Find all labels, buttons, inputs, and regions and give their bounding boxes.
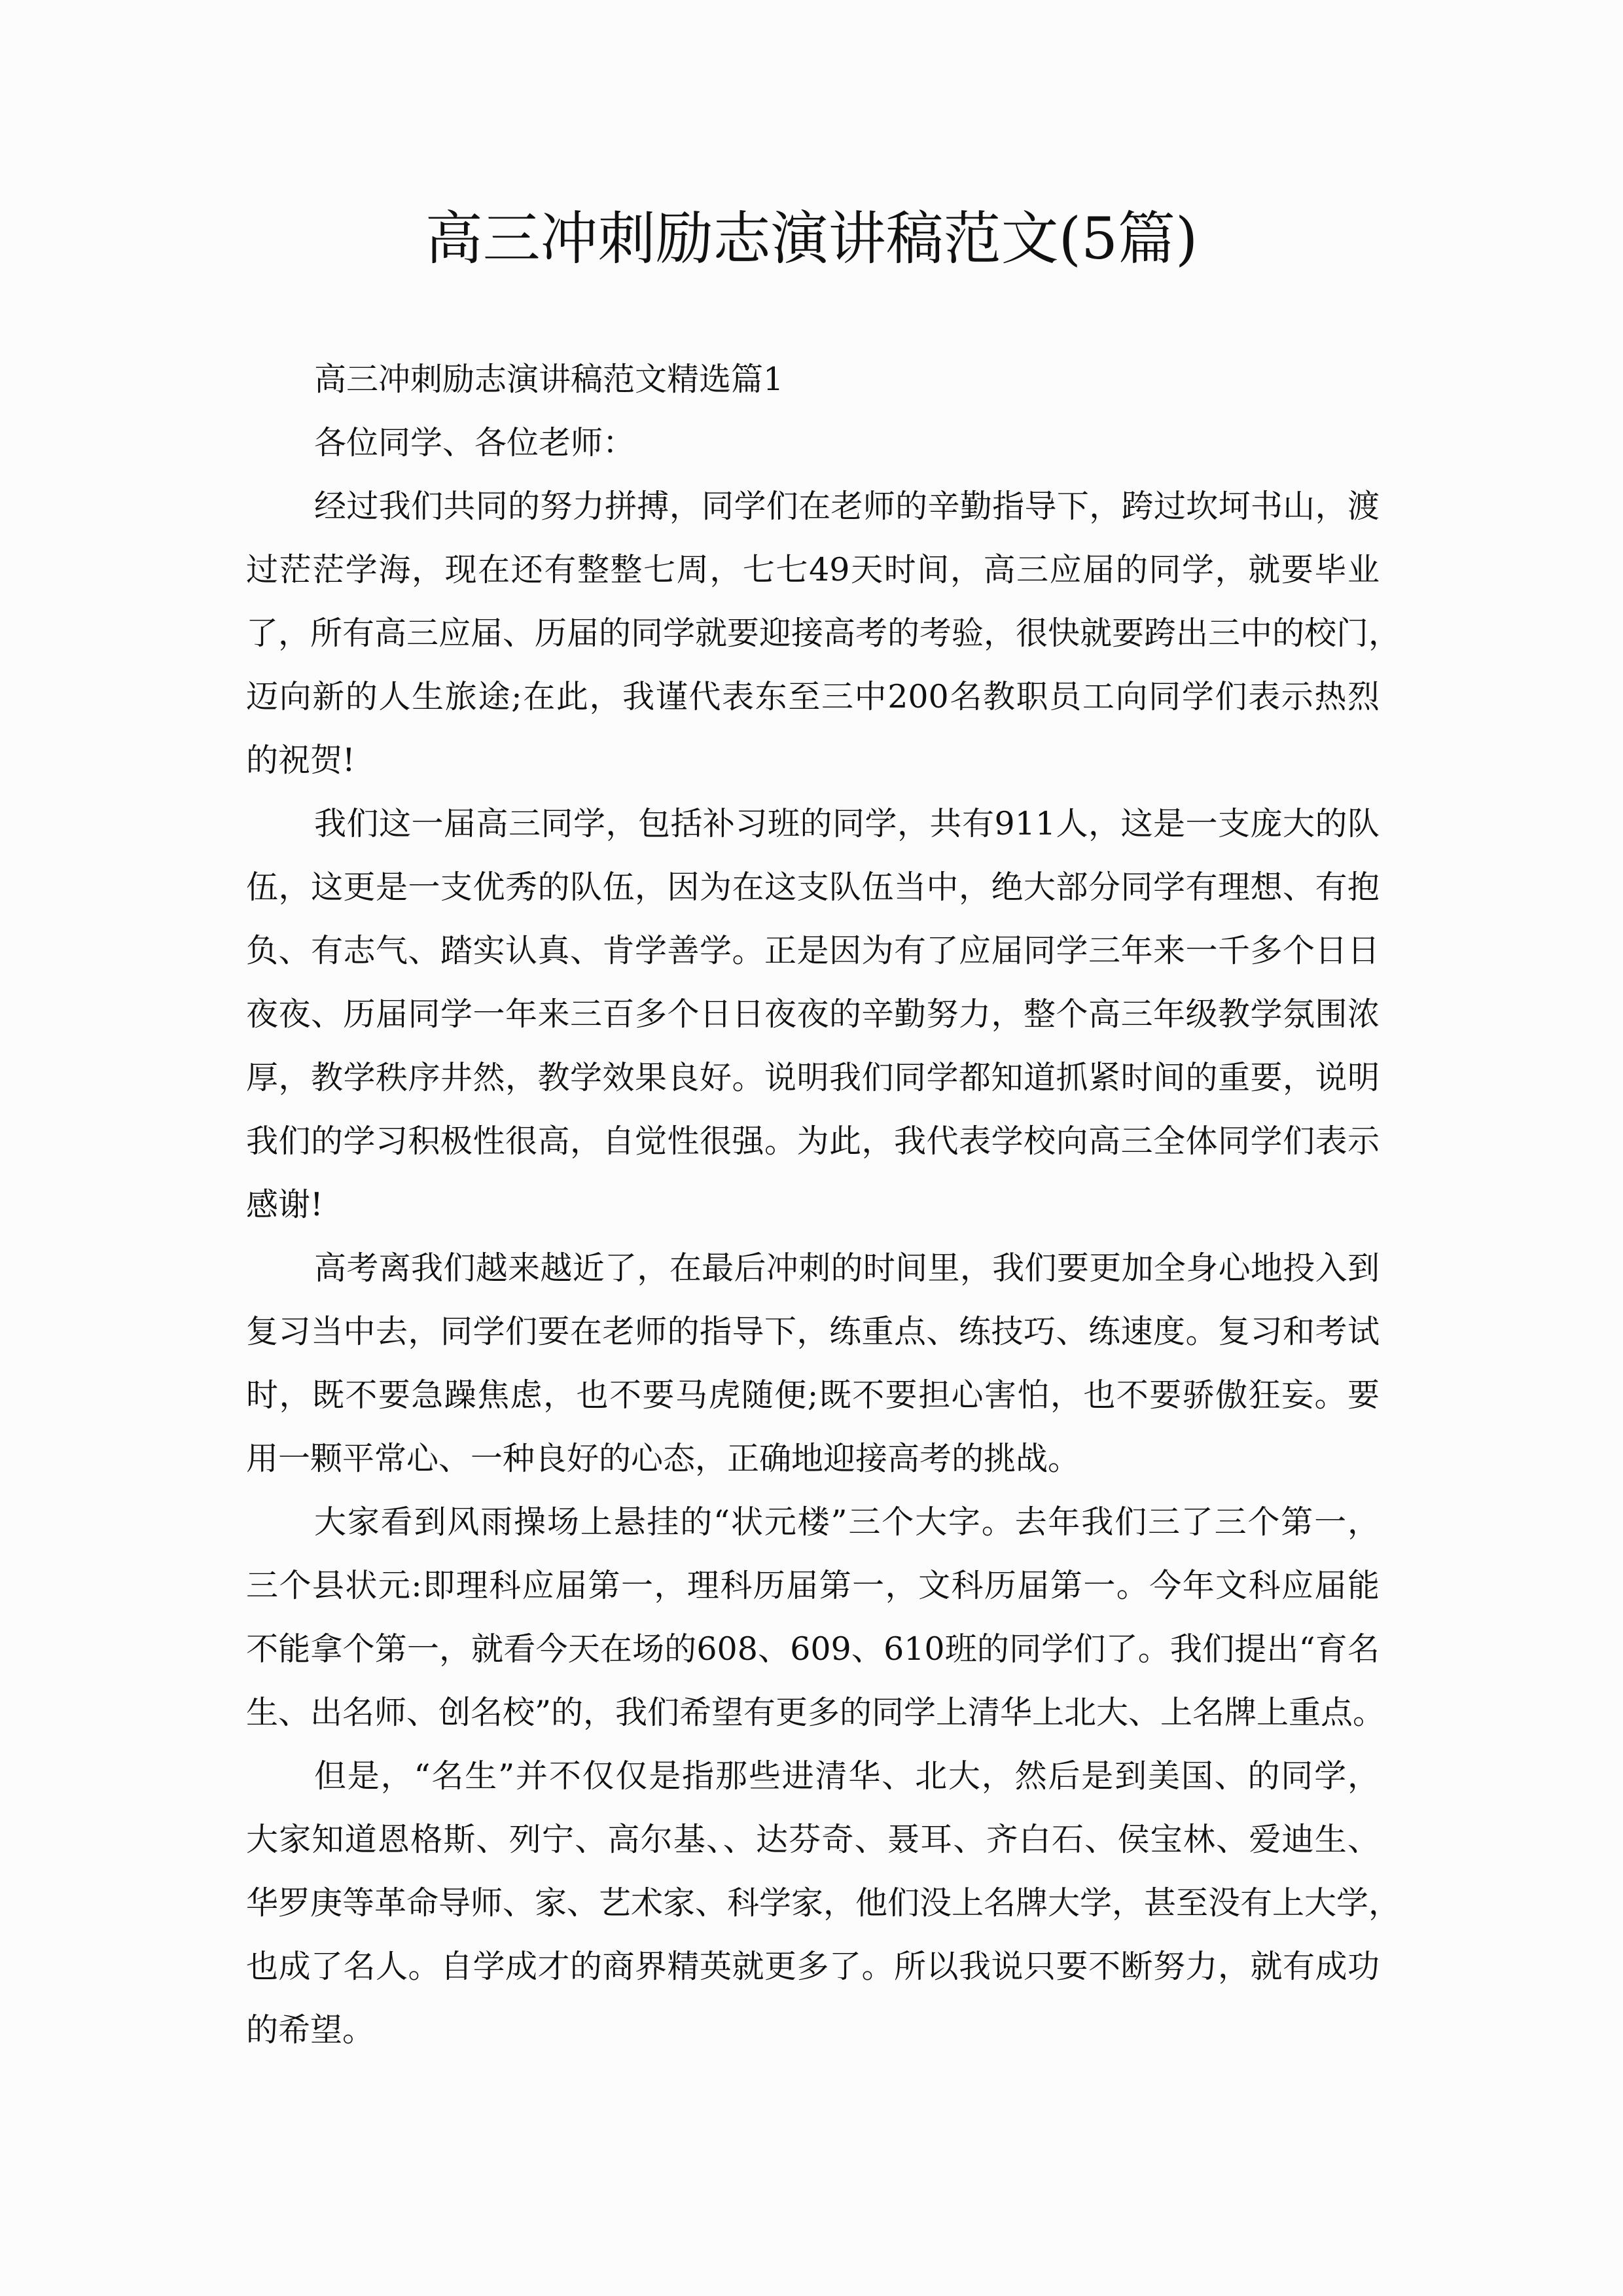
paragraph-line: 过茫茫学海，现在还有整整七周，七七49天时间，高三应届的同学，就要毕业 [246,551,1380,588]
paragraph-line: 生、出名师、创名校”的，我们希望有更多的同学上清华上北大、上名牌上重点。 [246,1694,1385,1731]
section-heading: 高三冲刺励志演讲稿范文精选篇1 [314,361,784,398]
paragraph-line: 但是，“名生”并不仅仅是指那些进清华、北大，然后是到美国、的同学， [314,1757,1380,1795]
paragraph-line: 夜夜、历届同学一年来三百多个日日夜夜的辛勤努力，整个高三年级教学氛围浓 [246,996,1380,1033]
paragraph-line: 厚，教学秩序井然，教学效果良好。说明我们同学都知道抓紧时间的重要，说明 [246,1059,1380,1096]
paragraph-line: 三个县状元:即理科应届第一，理科历届第一，文科历届第一。今年文科应届能 [246,1567,1380,1604]
document-title: 高三冲刺励志演讲稿范文(5篇) [425,205,1198,272]
paragraph-line: 复习当中去，同学们要在老师的指导下，练重点、练技巧、练速度。复习和考试 [246,1313,1380,1350]
paragraph-line: 经过我们共同的努力拼搏，同学们在老师的辛勤指导下，跨过坎坷书山，渡 [314,488,1380,525]
paragraph-line: 的希望。 [246,2011,375,2049]
paragraph-line: 我们这一届高三同学，包括补习班的同学，共有911人，这是一支庞大的队 [314,805,1380,842]
paragraph-line: 感谢! [246,1186,323,1223]
paragraph-line: 高考离我们越来越近了，在最后冲刺的时间里，我们要更加全身心地投入到 [314,1249,1380,1287]
salutation: 各位同学、各位老师： [314,424,635,461]
paragraph-line: 华罗庚等革命导师、家、艺术家、科学家，他们没上名牌大学，甚至没有上大学， [246,1884,1401,1922]
paragraph-line: 了，所有高三应届、历届的同学就要迎接高考的考验，很快就要跨出三中的校门， [246,615,1401,652]
paragraph-line: 用一颗平常心、一种良好的心态，正确地迎接高考的挑战。 [246,1440,1080,1477]
paragraph-line: 迈向新的人生旅途;在此，我谨代表东至三中200名教职员工向同学们表示热烈 [246,678,1380,715]
paragraph-line: 大家知道恩格斯、列宁、高尔基、、达芬奇、聂耳、齐白石、侯宝林、爱迪生、 [246,1821,1380,1858]
paragraph-line: 不能拿个第一，就看今天在场的608、609、610班的同学们了。我们提出“育名 [246,1630,1380,1668]
paragraph-line: 也成了名人。自学成才的商界精英就更多了。所以我说只要不断努力，就有成功 [246,1948,1380,1985]
paragraph-line: 时，既不要急躁焦虑，也不要马虎随便;既不要担心害怕，也不要骄傲狂妄。要 [246,1376,1380,1414]
paragraph-line: 我们的学习积极性很高，自觉性很强。为此，我代表学校向高三全体同学们表示 [246,1122,1380,1160]
paragraph-line: 的祝贺! [246,742,355,779]
paragraph-line: 大家看到风雨操场上悬挂的“状元楼”三个大字。去年我们三了三个第一， [314,1503,1380,1541]
paragraph-line: 负、有志气、踏实认真、肯学善学。正是因为有了应届同学三年来一千多个日日 [246,932,1380,969]
paragraph-line: 伍，这更是一支优秀的队伍，因为在这支队伍当中，绝大部分同学有理想、有抱 [246,869,1380,906]
